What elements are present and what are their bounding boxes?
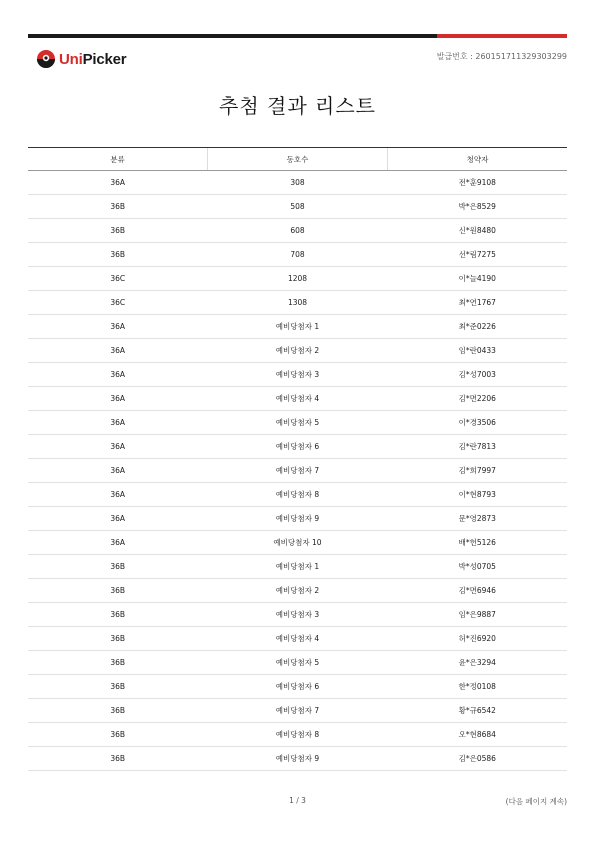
table-row xyxy=(28,459,567,483)
cell-category: 36B xyxy=(28,699,207,723)
cell-applicant: 신*원8480 xyxy=(388,219,568,243)
table-row xyxy=(28,747,567,771)
unipicker-logo-icon xyxy=(36,49,56,69)
table-row xyxy=(28,531,567,555)
results-table xyxy=(28,147,567,771)
cell-category: 36B xyxy=(28,219,207,243)
cell-applicant: 허*진6920 xyxy=(388,627,568,651)
cell-applicant: 윤*은3294 xyxy=(388,651,568,675)
cell-applicant: 배*헌5126 xyxy=(388,531,568,555)
table-header-row xyxy=(28,148,567,171)
table-row xyxy=(28,411,567,435)
cell-category: 36B xyxy=(28,627,207,651)
table-row xyxy=(28,723,567,747)
cell-unit: 308 xyxy=(207,171,387,195)
cell-applicant: 문*영2873 xyxy=(388,507,568,531)
table-row xyxy=(28,195,567,219)
cell-category: 36A xyxy=(28,459,207,483)
cell-unit: 예비당첨자 2 xyxy=(207,339,387,363)
cell-applicant: 김*은0586 xyxy=(388,747,568,771)
cell-applicant: 이*현8793 xyxy=(388,483,568,507)
cell-unit: 예비당첨자 9 xyxy=(207,507,387,531)
cell-category: 36B xyxy=(28,195,207,219)
cell-unit: 예비당첨자 8 xyxy=(207,483,387,507)
cell-unit: 508 xyxy=(207,195,387,219)
cell-unit: 예비당첨자 5 xyxy=(207,651,387,675)
table-row xyxy=(28,339,567,363)
cell-unit: 예비당첨자 9 xyxy=(207,747,387,771)
cell-category: 36A xyxy=(28,531,207,555)
column-header-unit: 동호수 xyxy=(207,148,387,171)
cell-applicant: 박*은8529 xyxy=(388,195,568,219)
cell-category: 36C xyxy=(28,291,207,315)
cell-unit: 예비당첨자 1 xyxy=(207,555,387,579)
cell-unit: 예비당첨자 3 xyxy=(207,363,387,387)
table-row xyxy=(28,315,567,339)
unipicker-logo xyxy=(36,48,126,70)
cell-category: 36A xyxy=(28,507,207,531)
cell-category: 36B xyxy=(28,723,207,747)
cell-unit: 예비당첨자 6 xyxy=(207,675,387,699)
cell-unit: 예비당첨자 10 xyxy=(207,531,387,555)
table-row xyxy=(28,243,567,267)
cell-unit: 예비당첨자 7 xyxy=(207,699,387,723)
cell-unit: 708 xyxy=(207,243,387,267)
column-header-applicant: 청약자 xyxy=(388,148,568,171)
table-row xyxy=(28,483,567,507)
cell-unit: 예비당첨자 4 xyxy=(207,627,387,651)
table-row xyxy=(28,555,567,579)
cell-applicant: 임*은9887 xyxy=(388,603,568,627)
cell-category: 36B xyxy=(28,651,207,675)
table-row xyxy=(28,291,567,315)
cell-applicant: 김*란7813 xyxy=(388,435,568,459)
cell-applicant: 김*면2206 xyxy=(388,387,568,411)
cell-unit: 예비당첨자 8 xyxy=(207,723,387,747)
cell-applicant: 최*준0226 xyxy=(388,315,568,339)
cell-unit: 예비당첨자 6 xyxy=(207,435,387,459)
table-row xyxy=(28,171,567,195)
cell-category: 36B xyxy=(28,243,207,267)
cell-applicant: 한*정0108 xyxy=(388,675,568,699)
table-row xyxy=(28,363,567,387)
cell-category: 36A xyxy=(28,387,207,411)
cell-applicant: 김*성7003 xyxy=(388,363,568,387)
table-row xyxy=(28,627,567,651)
cell-category: 36B xyxy=(28,603,207,627)
cell-applicant: 임*란0433 xyxy=(388,339,568,363)
cell-unit: 608 xyxy=(207,219,387,243)
cell-category: 36B xyxy=(28,579,207,603)
table-row xyxy=(28,675,567,699)
cell-category: 36A xyxy=(28,339,207,363)
cell-applicant: 김*희7997 xyxy=(388,459,568,483)
cell-unit: 예비당첨자 3 xyxy=(207,603,387,627)
header-rule-accent xyxy=(437,34,567,38)
table-row xyxy=(28,387,567,411)
table-row xyxy=(28,267,567,291)
cell-applicant: 박*성0705 xyxy=(388,555,568,579)
cell-unit: 예비당첨자 5 xyxy=(207,411,387,435)
cell-unit: 1208 xyxy=(207,267,387,291)
table-row xyxy=(28,219,567,243)
cell-category: 36A xyxy=(28,411,207,435)
cell-applicant: 이*늘4190 xyxy=(388,267,568,291)
table-row xyxy=(28,651,567,675)
cell-category: 36A xyxy=(28,483,207,507)
cell-applicant: 황*규6542 xyxy=(388,699,568,723)
table-row xyxy=(28,603,567,627)
cell-applicant: 김*면6946 xyxy=(388,579,568,603)
cell-applicant: 전*훈9108 xyxy=(388,171,568,195)
cell-applicant: 선*림7275 xyxy=(388,243,568,267)
cell-category: 36A xyxy=(28,171,207,195)
cell-applicant: 이*경3506 xyxy=(388,411,568,435)
page-number: 1 / 3 xyxy=(289,796,306,805)
cell-applicant: 오*현8684 xyxy=(388,723,568,747)
table-row xyxy=(28,507,567,531)
cell-unit: 예비당첨자 7 xyxy=(207,459,387,483)
cell-unit: 예비당첨자 2 xyxy=(207,579,387,603)
cell-unit: 1308 xyxy=(207,291,387,315)
cell-category: 36C xyxy=(28,267,207,291)
table-row xyxy=(28,579,567,603)
cell-category: 36A xyxy=(28,435,207,459)
cell-category: 36A xyxy=(28,363,207,387)
cell-unit: 예비당첨자 1 xyxy=(207,315,387,339)
table-row xyxy=(28,435,567,459)
cell-category: 36B xyxy=(28,675,207,699)
cell-category: 36B xyxy=(28,555,207,579)
cell-category: 36B xyxy=(28,747,207,771)
cell-applicant: 최*연1767 xyxy=(388,291,568,315)
column-header-category: 분류 xyxy=(28,148,207,171)
continued-note: (다음 페이지 계속) xyxy=(505,797,567,806)
issue-number: 발급번호 : 260151711329303299 xyxy=(436,52,567,61)
page-title: 추첨 결과 리스트 xyxy=(219,94,376,118)
table-row xyxy=(28,699,567,723)
cell-category: 36A xyxy=(28,315,207,339)
header-rule xyxy=(28,34,567,38)
logo-wordmark: UniPicker xyxy=(59,50,127,68)
cell-unit: 예비당첨자 4 xyxy=(207,387,387,411)
